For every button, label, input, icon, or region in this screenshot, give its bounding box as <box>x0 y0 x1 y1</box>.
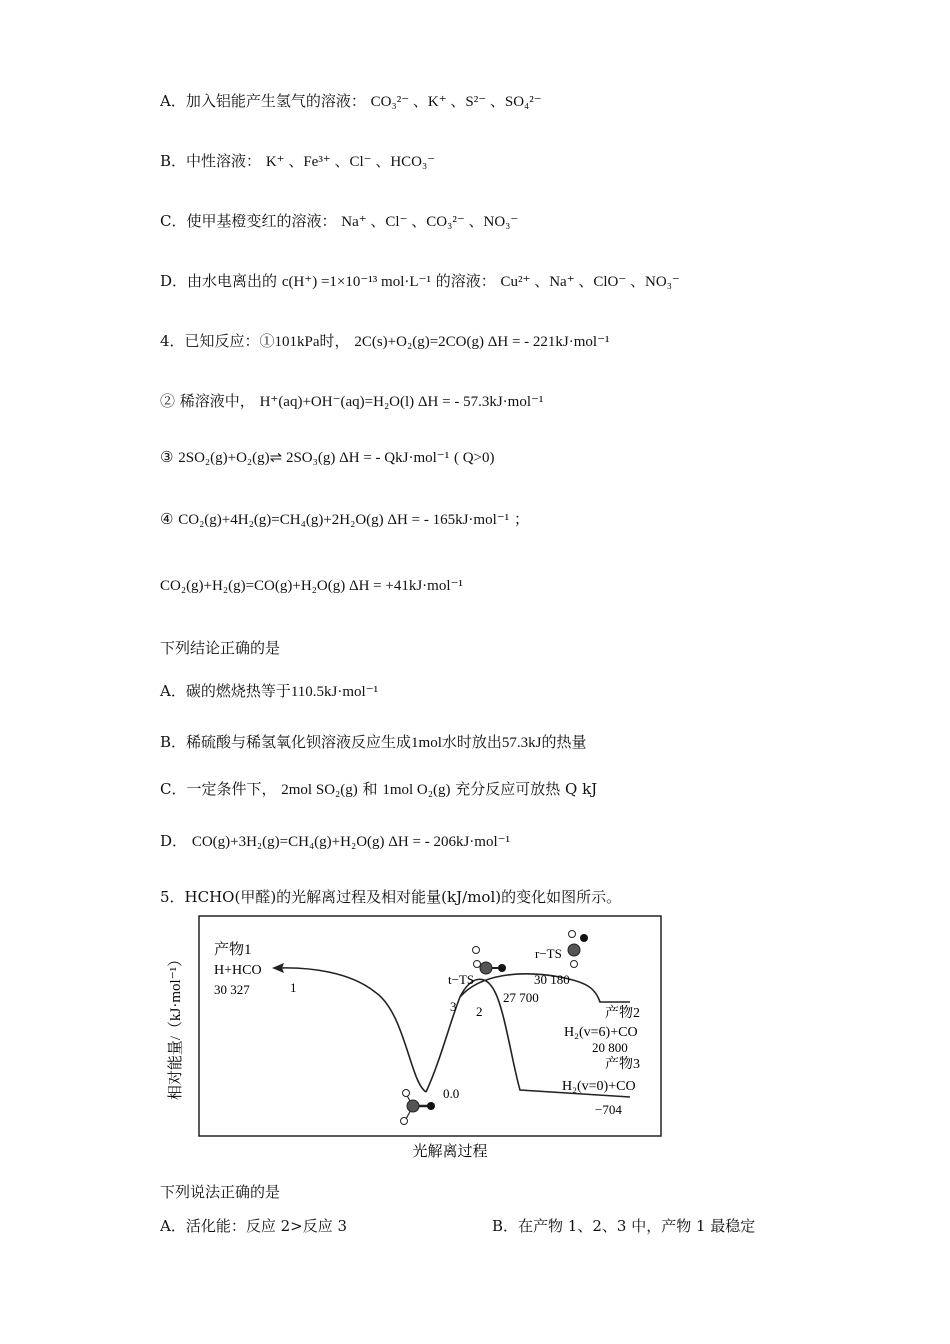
q3-d-condition: c(H⁺) =1×10⁻¹³ mol·L⁻¹ <box>281 274 431 290</box>
q4-reaction-2: H⁺(aq)+OH⁻(aq)=H₂O(l) ΔH = - 57.3kJ·mol⁻¹ <box>259 394 544 410</box>
q5-option-b: B．在产物 1、2、3 中，产物 1 最稳定 <box>492 1217 756 1235</box>
q4-reaction-4: CO₂(g)+4H₂(g)=CH₄(g)+2H₂O(g) ΔH = - 165kJ·mol⁻¹ <box>178 512 510 528</box>
q4-reaction-3: 2SO₂(g)+O₂(g)⇌ 2SO₃(g) ΔH = - QkJ·mol⁻¹ <box>178 450 450 466</box>
q3-c-ions: Na⁺ 、Cl⁻ 、CO₃²⁻ 、NO₃⁻ <box>341 214 519 230</box>
q3-option-c: C．使甲基橙变红的溶液： Na⁺ 、Cl⁻ 、CO₃²⁻ 、NO₃⁻ <box>160 212 519 230</box>
q4-stem: 4．已知反应：①101kPa时， 2C(s)+O₂(g)=2CO(g) ΔH = - 221kJ·mol⁻¹ <box>160 332 610 350</box>
path-1-label: 1 <box>290 980 297 995</box>
product-1-energy: 30 327 <box>214 982 250 997</box>
start-energy: 0.0 <box>443 1086 460 1101</box>
q4-reaction-1: 2C(s)+O₂(g)=2CO(g) ΔH = - 221kJ·mol⁻¹ <box>354 334 610 350</box>
tts-energy: 27 700 <box>503 990 539 1005</box>
q5-question: 下列说法正确的是 <box>160 1183 281 1201</box>
q4-option-d: D． CO(g)+3H₂(g)=CH₄(g)+H₂O(g) ΔH = - 206kJ·mol⁻¹ <box>160 832 511 850</box>
q3-option-b: B．中性溶液： K⁺ 、Fe³⁺ 、Cl⁻ 、HCO₃⁻ <box>160 152 436 170</box>
product-3-formula: H₂(v=0)+CO <box>562 1079 636 1094</box>
q3-option-d: D．由水电离出的 c(H⁺) =1×10⁻¹³ mol·L⁻¹ 的溶液： Cu²⁺ 、Na⁺ 、ClO⁻ 、NO₃⁻ <box>160 272 680 290</box>
path-3-label: 3 <box>450 999 457 1014</box>
rts-label: r−TS <box>535 946 562 961</box>
q4-reaction-5-line <box>160 576 463 595</box>
product-3-name: 产物3 <box>605 1057 640 1072</box>
tts-molecule-icon <box>473 947 507 975</box>
q3-b-ions: K⁺ 、Fe³⁺ 、Cl⁻ 、HCO₃⁻ <box>265 154 436 170</box>
product-3-energy: −704 <box>595 1102 622 1117</box>
q4-option-b: B．稀硫酸与稀氢氧化钡溶液反应生成1mol水时放出57.3kJ的热量 <box>160 733 587 751</box>
hcho-molecule-icon <box>401 1090 436 1125</box>
q3-option-a: A．加入铝能产生氢气的溶液： CO₃²⁻ 、K⁺ 、S²⁻ 、SO₄²⁻ <box>160 92 542 110</box>
q5-option-a: A．活化能：反应 2>反应 3 <box>160 1217 348 1235</box>
q4-question: 下列结论正确的是 <box>160 639 281 657</box>
product-1-formula: H+HCO <box>214 963 262 978</box>
rts-molecule-icon <box>568 931 588 968</box>
q4-reaction-3-line: ③ 2SO₂(g)+O₂(g)⇌ 2SO₃(g) ΔH = - QkJ·mol⁻¹ ( Q>0) <box>160 448 495 466</box>
product-2-energy: 20 800 <box>592 1040 628 1055</box>
energy-diagram <box>160 912 680 1167</box>
q3-d-ions: Cu²⁺ 、Na⁺ 、ClO⁻ 、NO₃⁻ <box>500 274 680 290</box>
q4-reaction-4-line: ④ CO₂(g)+4H₂(g)=CH₄(g)+2H₂O(g) ΔH = - 165kJ·mol⁻¹ ； <box>160 510 529 528</box>
diagram-xlabel: 光解离过程 <box>412 1144 488 1160</box>
q5-stem: 5．HCHO(甲醛)的光解离过程及相对能量(kJ/mol)的变化如图所示。 <box>160 888 622 906</box>
q4-option-a: A．碳的燃烧热等于110.5kJ·mol⁻¹ <box>160 682 379 700</box>
tts-label: t−TS <box>448 972 475 987</box>
path-2-label: 2 <box>476 1004 483 1019</box>
rts-energy: 30 180 <box>534 972 570 987</box>
product-2-name: 产物2 <box>605 1006 640 1021</box>
q3-a-ions: CO₃²⁻ 、K⁺ 、S²⁻ 、SO₄²⁻ <box>370 94 542 110</box>
diagram-ylabel: 相对能量/（kJ·mol⁻¹） <box>168 951 184 1101</box>
path-1-curve <box>278 968 426 1092</box>
product-2-formula: H₂(v=6)+CO <box>564 1025 638 1040</box>
product-1-name: 产物1 <box>214 942 252 958</box>
q4-reaction-5: CO₂(g)+H₂(g)=CO(g)+H₂O(g) ΔH = +41kJ·mol⁻¹ <box>160 578 463 594</box>
q4-reaction-2-line: ② 稀溶液中， H⁺(aq)+OH⁻(aq)=H₂O(l) ΔH = - 57.3kJ·mol⁻¹ <box>160 392 544 410</box>
q4-option-c: C．一定条件下， 2mol SO₂(g) 和 1mol O₂(g) 充分反应可放热 Q kJ <box>160 780 598 798</box>
